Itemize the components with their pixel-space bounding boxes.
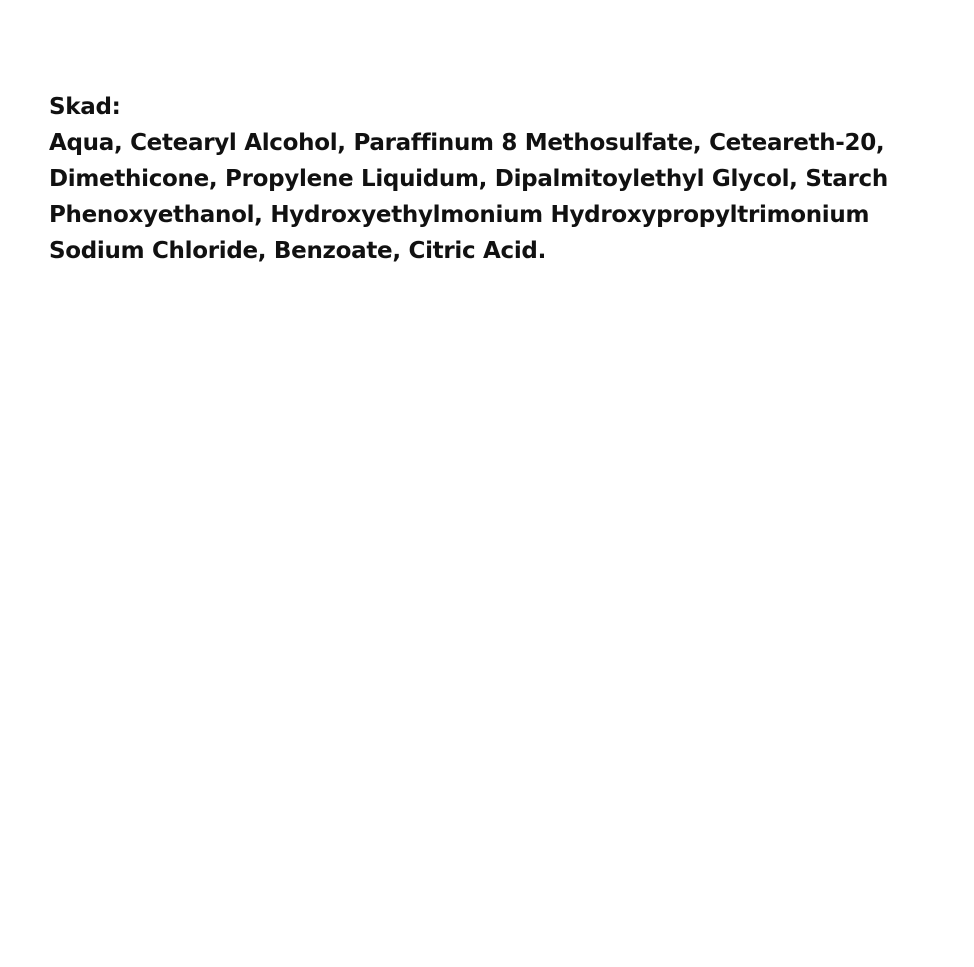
ingredients-line-2: Dimethicone, Propylene Liquidum, Dipalmitoylethyl Glycol, Starch (49, 166, 888, 192)
ingredients-heading: Skad: (49, 94, 121, 120)
ingredients-line-3: Phenoxyethanol, Hydroxyethylmonium Hydroxypropyltrimonium (49, 202, 870, 228)
ingredients-line-1: Aqua, Cetearyl Alcohol, Paraffinum 8 Methosulfate, Ceteareth-20, (49, 130, 885, 156)
ingredients-line-4: Sodium Chloride, Benzoate, Citric Acid. (49, 238, 547, 264)
ingredients-block (49, 89, 949, 269)
